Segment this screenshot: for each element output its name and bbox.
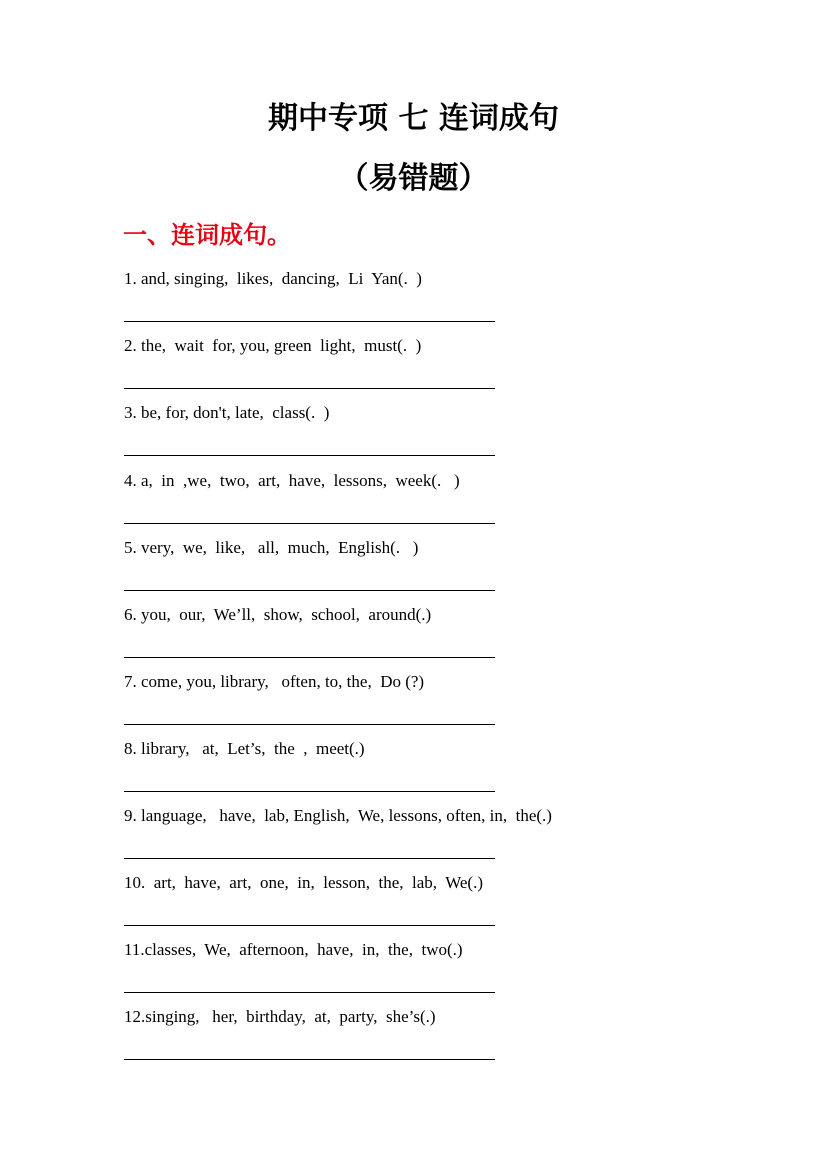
- answer-line: [124, 1059, 495, 1060]
- exercise-item-1: [124, 268, 724, 290]
- answer-line: [124, 455, 495, 456]
- section-heading: 一、连词成句。: [123, 220, 291, 249]
- exercise-item-3: [124, 402, 724, 424]
- exercise-prompt: 9. language, have, lab, English, We, lessons, often, in, the(.): [124, 806, 552, 825]
- exercise-item-10: [124, 872, 724, 894]
- answer-line: [124, 321, 495, 322]
- exercise-prompt: 1. and, singing, likes, dancing, Li Yan(. ): [124, 269, 422, 288]
- exercise-prompt: 12.singing, her, birthday, at, party, she’s(.): [124, 1007, 436, 1026]
- answer-line: [124, 992, 495, 993]
- exercise-item-5: [124, 537, 724, 559]
- exercise-prompt: 11.classes, We, afternoon, have, in, the, two(.): [124, 940, 463, 959]
- page-title: 期中专项 七 连词成句: [268, 101, 559, 136]
- page-subtitle: （易错题）: [338, 161, 489, 196]
- exercise-prompt: 8. library, at, Let’s, the , meet(.): [124, 739, 365, 758]
- answer-line: [124, 590, 495, 591]
- answer-line: [124, 925, 495, 926]
- exercise-prompt: 4. a, in ,we, two, art, have, lessons, week(. ): [124, 471, 460, 490]
- exercise-prompt: 3. be, for, don't, late, class(. ): [124, 403, 330, 422]
- exercise-item-6: [124, 604, 724, 626]
- exercise-item-9: [124, 805, 724, 827]
- exercise-item-11: [124, 939, 724, 961]
- exercise-prompt: 7. come, you, library, often, to, the, Do (?): [124, 672, 425, 691]
- exercise-prompt: 5. very, we, like, all, much, English(. ): [124, 538, 419, 557]
- answer-line: [124, 858, 495, 859]
- exercise-prompt: 2. the, wait for, you, green light, must(. ): [124, 336, 422, 355]
- exercise-prompt: 10. art, have, art, one, in, lesson, the, lab, We(.): [124, 873, 484, 892]
- answer-line: [124, 724, 495, 725]
- exercise-item-4: [124, 470, 724, 492]
- answer-line: [124, 388, 495, 389]
- exercise-item-2: [124, 335, 724, 357]
- answer-line: [124, 657, 495, 658]
- answer-line: [124, 791, 495, 792]
- exercise-item-8: [124, 738, 724, 760]
- answer-line: [124, 523, 495, 524]
- exercise-item-12: [124, 1006, 724, 1028]
- exercise-item-7: [124, 671, 724, 693]
- exercise-prompt: 6. you, our, We’ll, show, school, around(.): [124, 605, 432, 624]
